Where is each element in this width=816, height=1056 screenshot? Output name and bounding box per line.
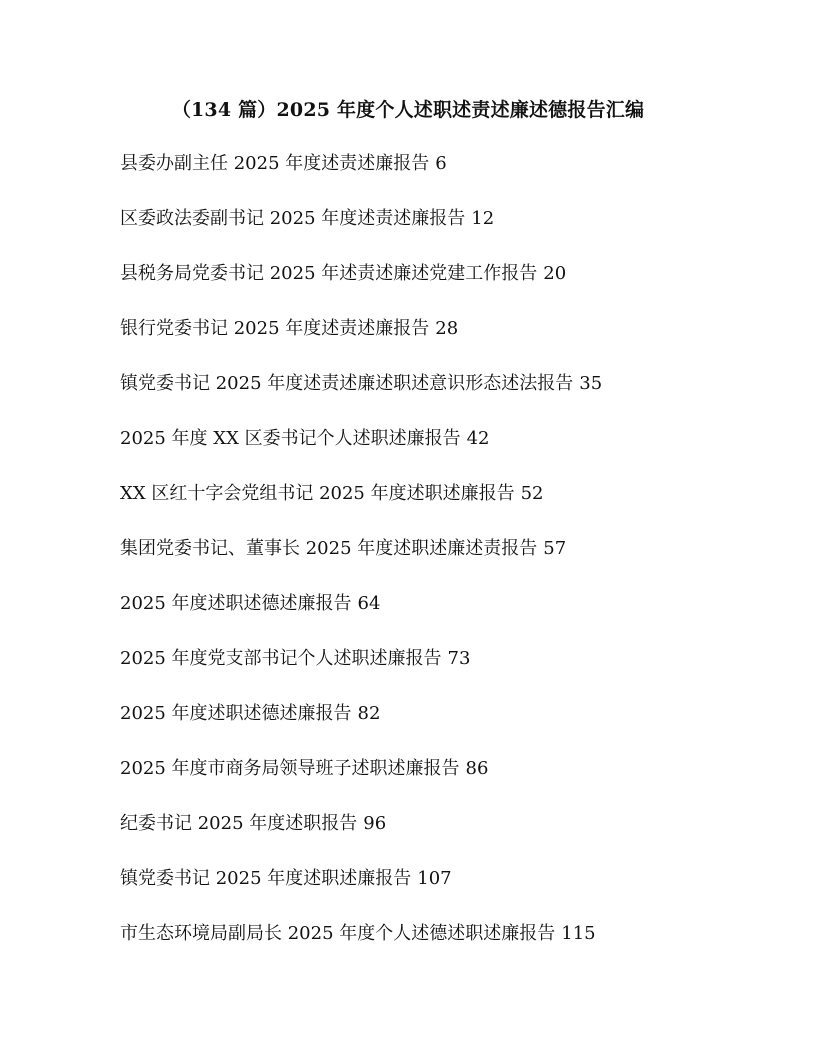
toc-entry-page: 107 <box>417 868 452 889</box>
toc-entry-page: 6 <box>435 153 447 174</box>
toc-entry[interactable] <box>120 260 740 315</box>
toc-entry[interactable] <box>120 920 740 975</box>
toc-entry-title: 区委政法委副书记 2025 年度述责述廉报告 <box>120 208 466 229</box>
toc-entry-page: 35 <box>579 373 603 394</box>
toc-entry-title: 2025 年度述职述德述廉报告 <box>120 703 352 724</box>
toc-entry-page: 20 <box>543 263 567 284</box>
toc-entry[interactable] <box>120 810 740 865</box>
toc-entry-page: 28 <box>435 318 459 339</box>
toc-entry-title: 纪委书记 2025 年度述职报告 <box>120 813 358 834</box>
toc-entry-page: 42 <box>466 428 490 449</box>
toc-entry-title: 县委办副主任 2025 年度述责述廉报告 <box>120 153 430 174</box>
toc-entry-page: 115 <box>561 923 596 944</box>
toc-entry-title: 集团党委书记、董事长 2025 年度述职述廉述责报告 <box>120 538 538 559</box>
toc-entry-page: 57 <box>543 538 567 559</box>
toc-entry-title: 2025 年度党支部书记个人述职述廉报告 <box>120 648 442 669</box>
toc-entry-title: 2025 年度述职述德述廉报告 <box>120 593 352 614</box>
document-title: （134 篇）2025 年度个人述职述责述廉述德报告汇编 <box>171 99 645 121</box>
toc-entry[interactable] <box>120 480 740 535</box>
toc-entry[interactable] <box>120 700 740 755</box>
toc-entry-page: 96 <box>363 813 387 834</box>
toc-entry-page: 52 <box>520 483 544 504</box>
toc-entry[interactable] <box>120 370 740 425</box>
toc-entry[interactable] <box>120 315 740 370</box>
toc-entry-title: 2025 年度 XX 区委书记个人述职述廉报告 <box>120 428 461 449</box>
toc-entry[interactable] <box>120 645 740 700</box>
toc-entry-title: XX 区红十字会党组书记 2025 年度述职述廉报告 <box>120 483 515 504</box>
toc-entry-title: 2025 年度市商务局领导班子述职述廉报告 <box>120 758 460 779</box>
toc-entry-page: 73 <box>447 648 471 669</box>
toc-entry[interactable] <box>120 150 740 205</box>
toc-entry-page: 64 <box>357 593 381 614</box>
toc-entry-page: 82 <box>357 703 381 724</box>
table-of-contents <box>120 150 740 975</box>
toc-entry-title: 镇党委书记 2025 年度述责述廉述职述意识形态述法报告 <box>120 373 574 394</box>
toc-entry-title: 镇党委书记 2025 年度述职述廉报告 <box>120 868 412 889</box>
toc-entry[interactable] <box>120 205 740 260</box>
toc-entry-title: 市生态环境局副局长 2025 年度个人述德述职述廉报告 <box>120 923 556 944</box>
toc-entry[interactable] <box>120 865 740 920</box>
toc-entry[interactable] <box>120 590 740 645</box>
toc-entry-title: 银行党委书记 2025 年度述责述廉报告 <box>120 318 430 339</box>
toc-entry-title: 县税务局党委书记 2025 年述责述廉述党建工作报告 <box>120 263 538 284</box>
toc-entry[interactable] <box>120 535 740 590</box>
toc-entry[interactable] <box>120 755 740 810</box>
toc-entry[interactable] <box>120 425 740 480</box>
toc-entry-page: 12 <box>471 208 495 229</box>
toc-entry-page: 86 <box>465 758 489 779</box>
